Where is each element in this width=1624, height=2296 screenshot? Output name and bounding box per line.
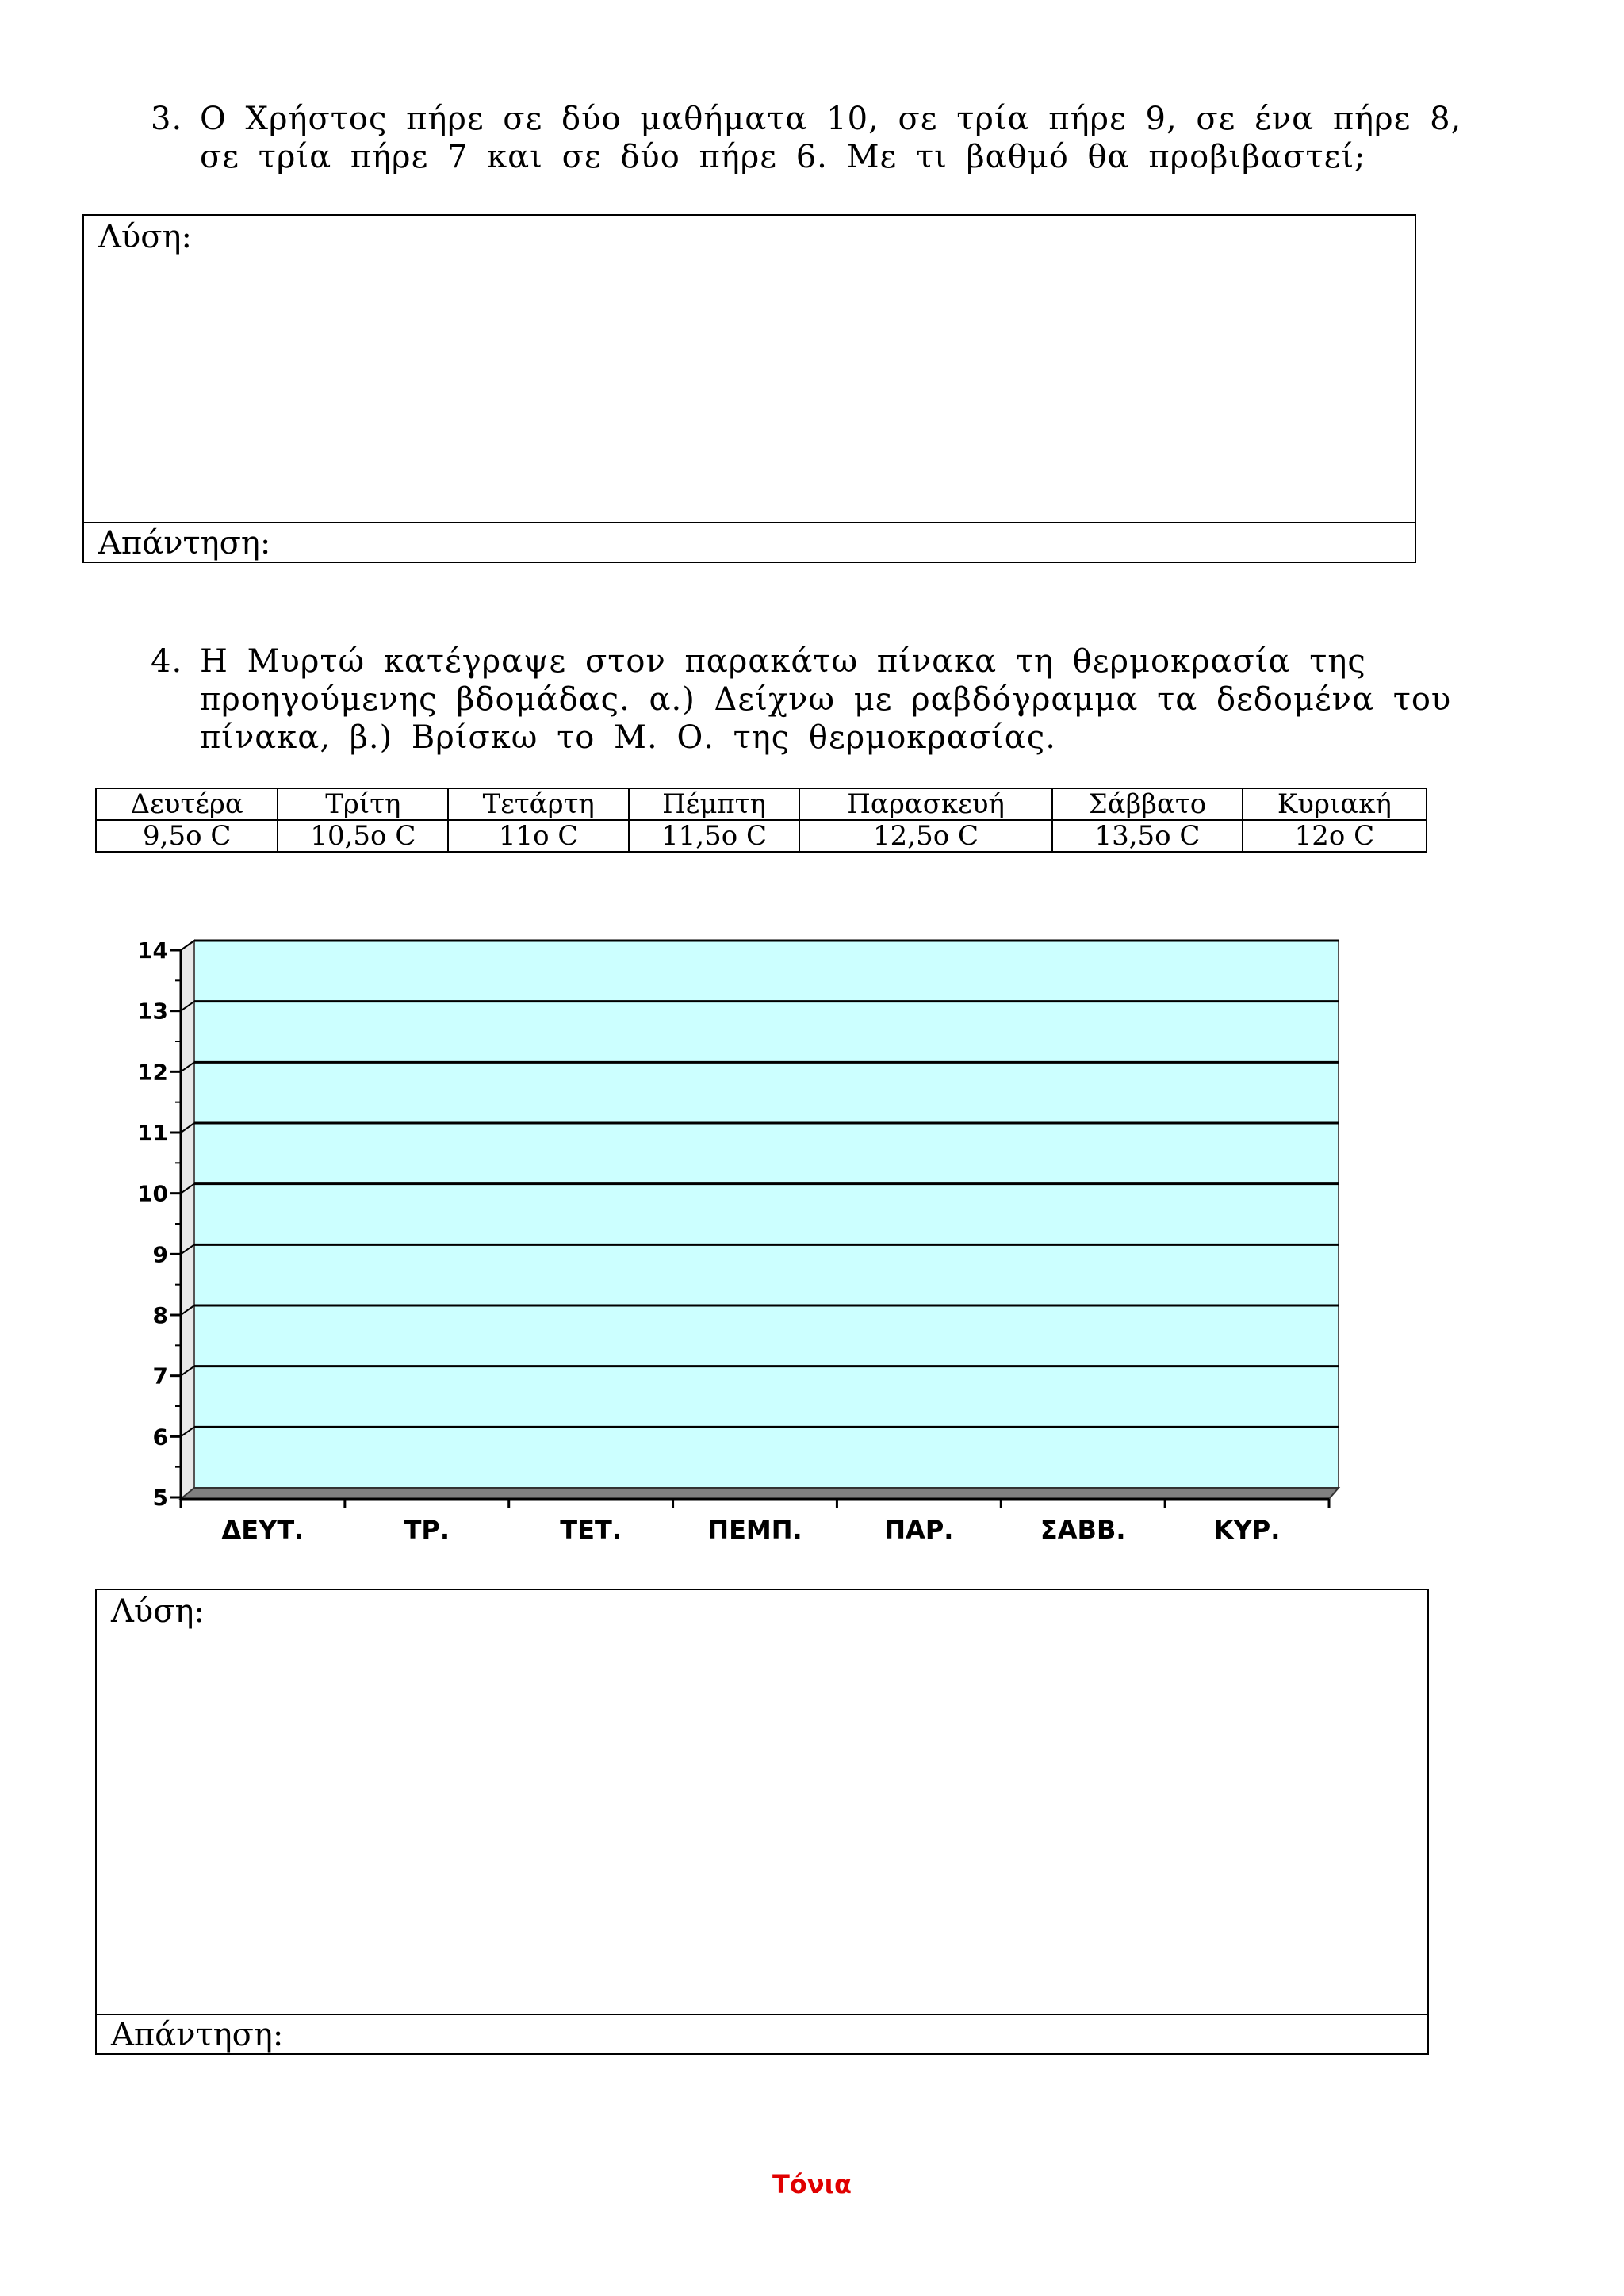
chart-y-tick-label: 11 xyxy=(137,1120,168,1146)
chart-y-tick-label: 6 xyxy=(152,1424,168,1451)
chart-floor xyxy=(181,1488,1339,1499)
question-3-line-2: σε τρία πήρε 7 και σε δύο πήρε 6. Με τι βαθμό θα προβιβαστεί; xyxy=(200,139,1366,175)
table-cell-temp: 12,5ο C xyxy=(799,820,1052,852)
chart-x-tick-label: ΠΑΡ. xyxy=(884,1515,954,1545)
question-4-number: 4. xyxy=(151,643,183,680)
table-cell-day: Παρασκευή xyxy=(799,788,1052,820)
table-cell-temp: 12ο C xyxy=(1243,820,1427,852)
footer-author: Τόνια xyxy=(772,2169,852,2199)
table-cell-temp: 9,5ο C xyxy=(96,820,278,852)
chart-y-tick-label: 8 xyxy=(152,1302,168,1328)
answer-row-2[interactable] xyxy=(97,2014,1427,2053)
chart-x-tick-label: ΤΡ. xyxy=(404,1515,450,1545)
table-cell-temp: 11,5ο C xyxy=(629,820,799,852)
chart-x-tick-label: ΣΑΒΒ. xyxy=(1040,1515,1126,1545)
chart-side-wall xyxy=(181,941,194,1499)
table-cell-day: Σάββατο xyxy=(1052,788,1243,820)
chart-x-tick-label: ΔΕΥΤ. xyxy=(221,1515,304,1545)
solution-label-1: Λύση: xyxy=(98,219,192,255)
solution-label-2: Λύση: xyxy=(111,1593,205,1630)
chart-x-tick-label: ΚΥΡ. xyxy=(1213,1515,1281,1545)
chart-y-tick-label: 7 xyxy=(152,1363,168,1389)
table-cell-day: Δευτέρα xyxy=(96,788,278,820)
chart-y-tick-label: 9 xyxy=(152,1241,168,1268)
table-cell-temp: 10,5ο C xyxy=(278,820,448,852)
solution-box-2[interactable] xyxy=(95,1589,1429,2055)
answer-label-1: Απάντηση: xyxy=(98,525,271,562)
answer-label-2: Απάντηση: xyxy=(111,2017,284,2053)
chart-y-tick-label: 5 xyxy=(152,1485,168,1511)
chart-x-tick-label: ΠΕΜΠ. xyxy=(707,1515,802,1545)
question-4-line-2: προηγούμενης βδομάδας. α.) Δείχνω με ραβδόγραμμα τα δεδομένα του xyxy=(200,681,1452,718)
question-4-line-1: Η Μυρτώ κατέγραψε στον παρακάτω πίνακα τη θερμοκρασία της xyxy=(200,643,1366,680)
table-cell-temp: 11ο C xyxy=(448,820,629,852)
question-3-number: 3. xyxy=(151,101,183,137)
chart-x-tick-label: ΤΕΤ. xyxy=(560,1515,622,1545)
chart-y-tick-label: 14 xyxy=(137,937,168,964)
table-cell-day: Τρίτη xyxy=(278,788,448,820)
chart-plot-area xyxy=(194,941,1339,1488)
table-cell-day: Κυριακή xyxy=(1243,788,1427,820)
table-cell-temp: 13,5ο C xyxy=(1052,820,1243,852)
question-4-line-3: πίνακα, β.) Βρίσκω το Μ. Ο. της θερμοκρασίας. xyxy=(200,719,1056,756)
table-cell-day: Πέμπτη xyxy=(629,788,799,820)
chart-y-tick-label: 13 xyxy=(137,998,168,1025)
table-cell-day: Τετάρτη xyxy=(448,788,629,820)
question-3-line-1: Ο Χρήστος πήρε σε δύο μαθήματα 10, σε τρία πήρε 9, σε ένα πήρε 8, xyxy=(200,101,1462,137)
chart-y-tick-label: 12 xyxy=(137,1059,168,1086)
chart-y-tick-label: 10 xyxy=(137,1180,168,1207)
